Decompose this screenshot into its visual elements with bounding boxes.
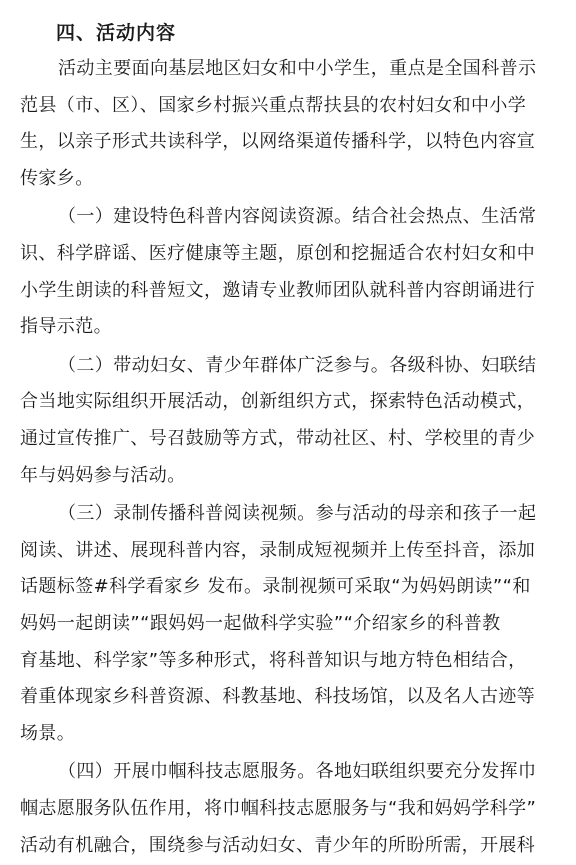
paragraph-line: （二）带动妇女、青少年群体广泛参与。各级科协、妇联结 <box>58 355 537 376</box>
paragraph-line: 范县（市、区）、国家乡村振兴重点帮扶县的农村妇女和中小学 <box>20 95 527 116</box>
paragraph-line: 生，以亲子形式共读科学，以网络渠道传播科学，以特色内容宣 <box>20 131 536 152</box>
paragraph-line: 帼志愿服务队伍作用，将巾帼科技志愿服务与“我和妈妈学科学” <box>20 798 537 819</box>
paragraph-line: 通过宣传推广、号召鼓励等方式，带动社区、村、学校里的青少 <box>20 428 536 449</box>
section-heading: 四、活动内容 <box>56 22 177 44</box>
paragraph-line: 活动有机融合，围绕参与活动妇女、青少年的所盼所需，开展科 <box>20 835 536 856</box>
paragraph-line: 阅读、讲述、展现科普内容，录制成短视频并上传至抖音，添加 <box>20 540 536 561</box>
paragraph-line: （四）开展巾帼科技志愿服务。各地妇联组织要充分发挥巾 <box>58 761 537 782</box>
paragraph-line: 场景。 <box>20 723 76 744</box>
paragraph-line: 年与妈妈参与活动。 <box>20 465 186 486</box>
paragraph-line: 传家乡。 <box>20 168 94 189</box>
paragraph-line: 合当地实际组织开展活动，创新组织方式，探索特色活动模式， <box>20 391 536 412</box>
paragraph-line: （三）录制传播科普阅读视频。参与活动的母亲和孩子一起 <box>58 503 537 524</box>
paragraph-line: 指导示范。 <box>20 316 112 337</box>
paragraph-line: 着重体现家乡科普资源、科教基地、科技场馆，以及名人古迹等 <box>20 686 536 707</box>
paragraph-line: 话题标签#科学看家乡 发布。录制视频可采取“为妈妈朗读”“和 <box>20 576 531 597</box>
paragraph-line: 识、科学辟谣、医疗健康等主题，原创和挖掘适合农村妇女和中 <box>20 243 536 264</box>
paragraph-line: 育基地、科学家”等多种形式，将科普知识与地方特色相结合， <box>20 650 527 671</box>
paragraph-line: 妈妈一起朗读”“跟妈妈一起做科学实验”“介绍家乡的科普教 <box>20 613 501 634</box>
paragraph-line: 活动主要面向基层地区妇女和中小学生，重点是全国科普示 <box>58 58 537 79</box>
paragraph-line: 小学生朗读的科普短文，邀请专业教师团队就科普内容朗诵进行 <box>20 280 536 301</box>
paragraph-line: （一）建设特色科普内容阅读资源。结合社会热点、生活常 <box>58 206 537 227</box>
